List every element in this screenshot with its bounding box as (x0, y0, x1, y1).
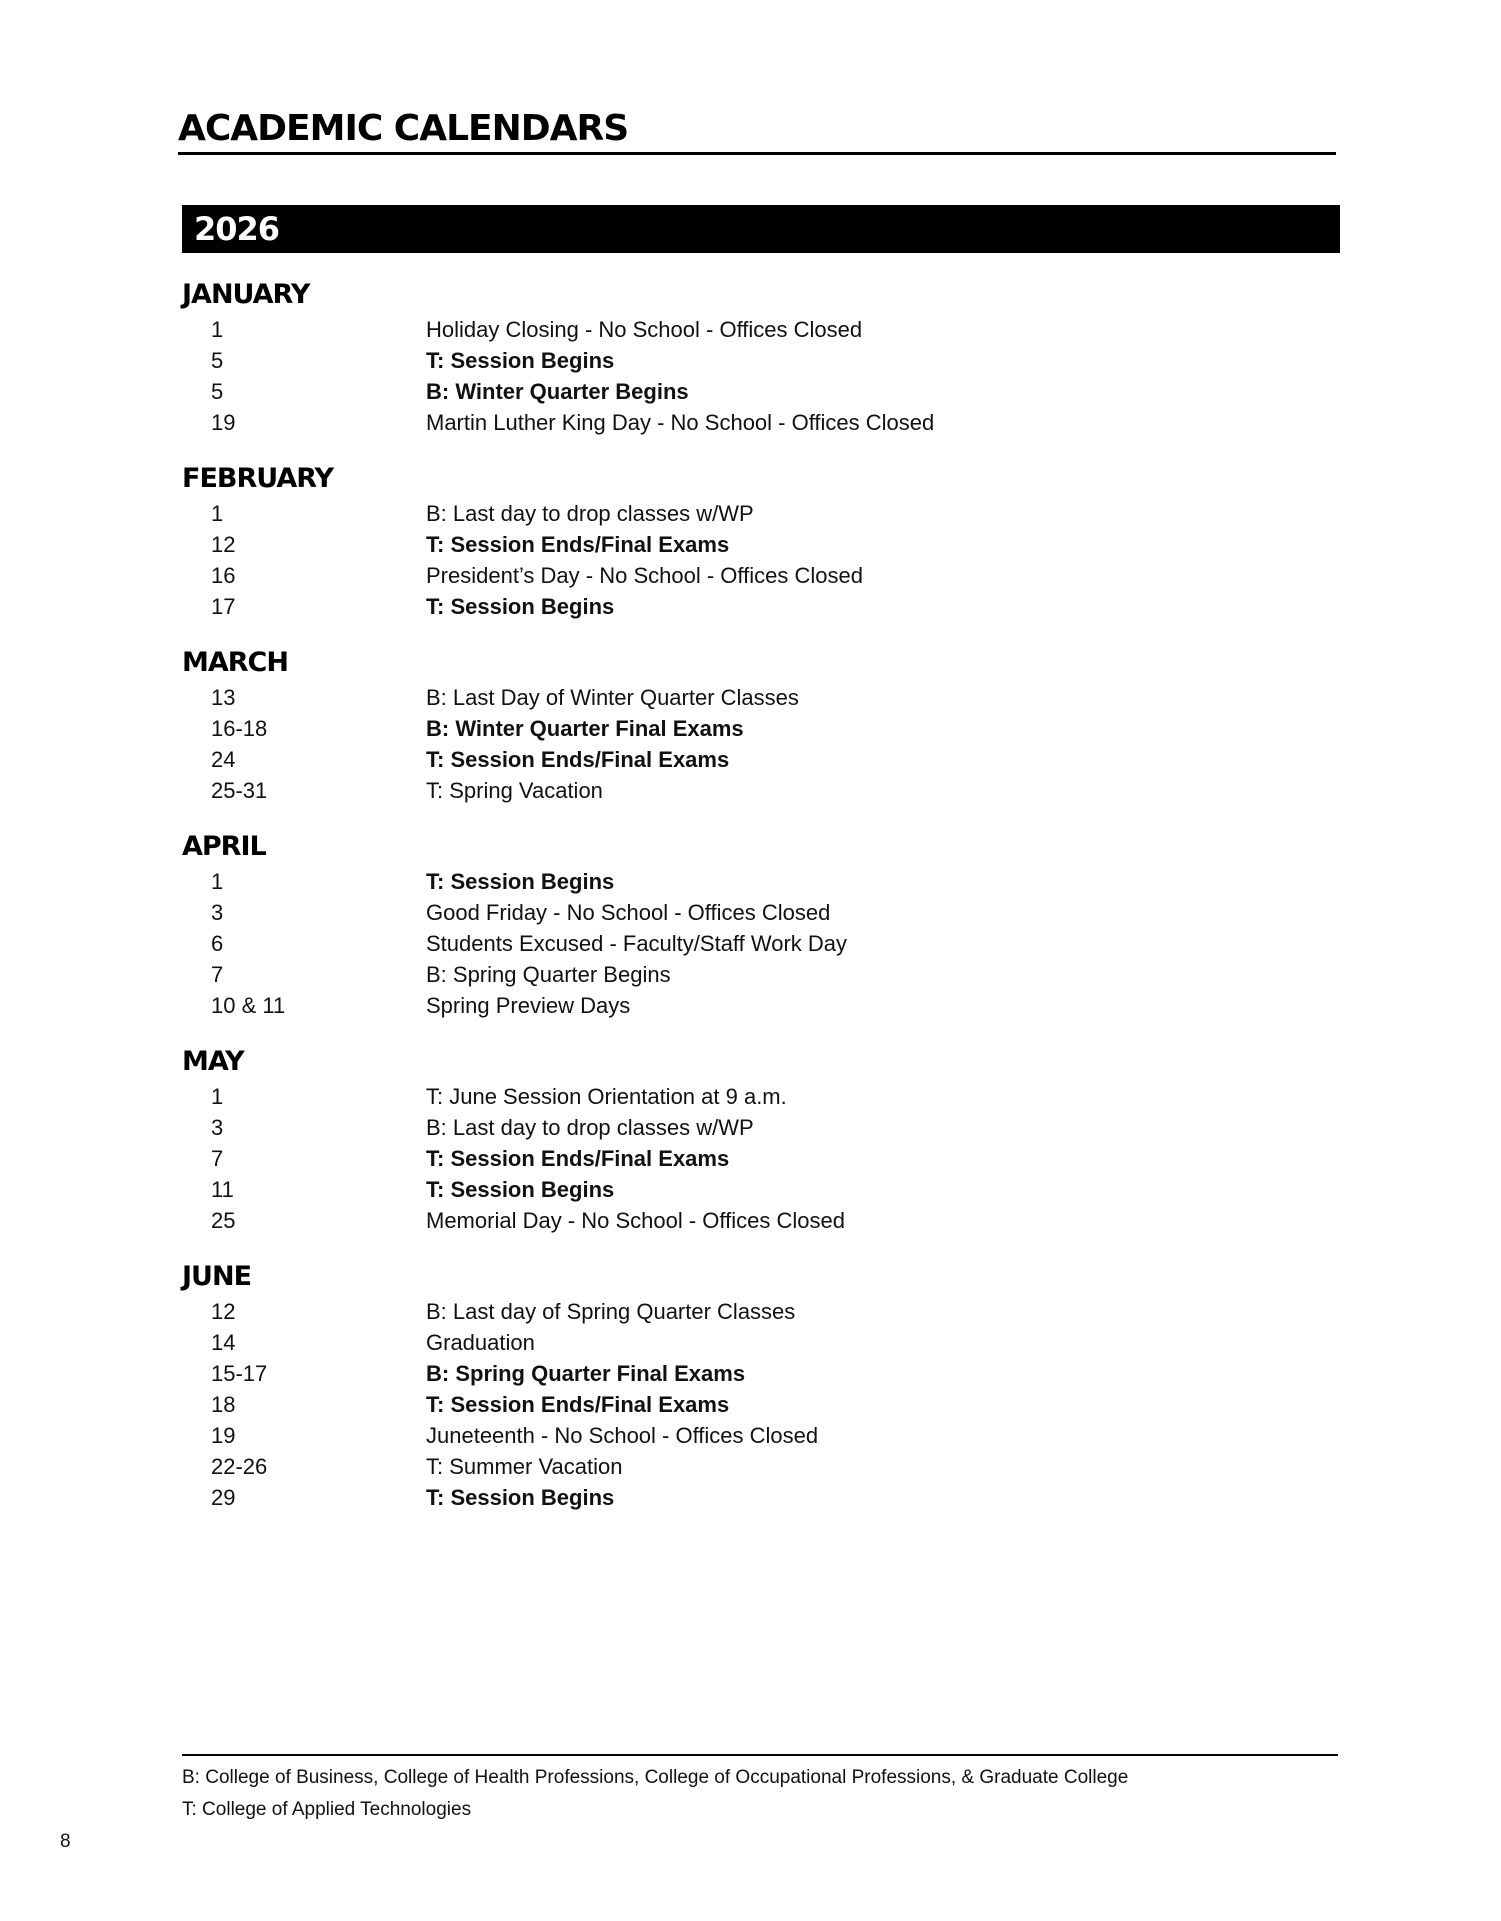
event-row (182, 1174, 1332, 1205)
event-description: B: Spring Quarter Begins (426, 962, 671, 987)
month-section-april (182, 828, 1332, 1021)
event-description: B: Last day to drop classes w/WP (426, 501, 754, 526)
event-description: President’s Day - No School - Offices Closed (426, 563, 863, 588)
event-row (182, 713, 1332, 744)
event-row (182, 1112, 1332, 1143)
event-row (182, 529, 1332, 560)
event-date: 1 (211, 317, 224, 342)
event-description: T: Session Begins (426, 348, 615, 373)
month-section-march (182, 644, 1332, 806)
event-date: 11 (211, 1177, 234, 1202)
event-date: 19 (211, 410, 236, 435)
event-row (182, 1358, 1332, 1389)
event-row (182, 591, 1332, 622)
event-date: 10 & 11 (211, 993, 286, 1018)
event-row (182, 775, 1332, 806)
event-date: 14 (211, 1330, 236, 1355)
page-number: 8 (60, 1831, 71, 1852)
event-row (182, 1451, 1332, 1482)
event-row (182, 990, 1332, 1021)
event-date: 25 (211, 1208, 236, 1233)
event-date: 29 (211, 1485, 236, 1510)
month-section-may (182, 1043, 1332, 1236)
event-row (182, 1081, 1332, 1112)
event-description: B: Last Day of Winter Quarter Classes (426, 685, 799, 710)
event-row (182, 1296, 1332, 1327)
event-date: 16-18 (211, 716, 268, 741)
event-description: T: Session Ends/Final Exams (426, 1392, 730, 1417)
month-heading: FEBRUARY (182, 463, 334, 494)
event-date: 22-26 (211, 1454, 268, 1479)
event-row (182, 376, 1332, 407)
event-date: 1 (211, 1084, 224, 1109)
event-row (182, 1389, 1332, 1420)
month-heading: MAY (182, 1046, 244, 1077)
event-row (182, 345, 1332, 376)
event-row (182, 897, 1332, 928)
event-description: T: June Session Orientation at 9 a.m. (426, 1084, 787, 1109)
event-row (182, 1327, 1332, 1358)
month-heading: MARCH (182, 647, 288, 678)
event-description: T: Session Begins (426, 1485, 615, 1510)
event-row (182, 407, 1332, 438)
event-date: 16 (211, 563, 236, 588)
event-description: Holiday Closing - No School - Offices Closed (426, 317, 863, 342)
event-description: T: Session Ends/Final Exams (426, 747, 730, 772)
event-date: 12 (211, 532, 236, 557)
event-date: 3 (211, 1115, 224, 1140)
event-description: T: Summer Vacation (426, 1454, 623, 1479)
event-description: T: Session Ends/Final Exams (426, 1146, 730, 1171)
event-date: 7 (211, 962, 224, 987)
event-description: Students Excused - Faculty/Staff Work Day (426, 931, 848, 956)
event-date: 5 (211, 379, 224, 404)
event-date: 17 (211, 594, 236, 619)
event-row (182, 560, 1332, 591)
event-description: Spring Preview Days (426, 993, 631, 1018)
event-description: Good Friday - No School - Offices Closed (426, 900, 831, 925)
event-description: B: Winter Quarter Final Exams (426, 716, 744, 741)
event-description: T: Session Begins (426, 594, 615, 619)
event-date: 12 (211, 1299, 236, 1324)
event-row (182, 1143, 1332, 1174)
event-date: 7 (211, 1146, 224, 1171)
year-banner: 2026 (182, 205, 1340, 253)
calendar-list (182, 276, 1332, 1535)
event-row (182, 1420, 1332, 1451)
footer-divider (182, 1754, 1338, 1756)
month-heading: APRIL (182, 831, 266, 862)
event-date: 15-17 (211, 1361, 268, 1386)
event-description: B: Last day to drop classes w/WP (426, 1115, 754, 1140)
event-date: 1 (211, 869, 224, 894)
event-row (182, 682, 1332, 713)
event-description: T: Session Begins (426, 1177, 615, 1202)
event-row (182, 498, 1332, 529)
footnote-b: B: College of Business, College of Health Professions, College of Occupational Professions, & Graduate College (182, 1767, 1129, 1788)
event-description: T: Session Begins (426, 869, 615, 894)
event-row (182, 928, 1332, 959)
event-description: Memorial Day - No School - Offices Closed (426, 1208, 845, 1233)
event-description: B: Winter Quarter Begins (426, 379, 689, 404)
event-date: 6 (211, 931, 224, 956)
month-section-february (182, 460, 1332, 622)
month-heading: JANUARY (182, 279, 310, 310)
event-description: T: Spring Vacation (426, 778, 603, 803)
event-description: T: Session Ends/Final Exams (426, 532, 730, 557)
month-heading: JUNE (182, 1261, 252, 1292)
event-date: 1 (211, 501, 224, 526)
event-description: B: Last day of Spring Quarter Classes (426, 1299, 796, 1324)
event-row (182, 959, 1332, 990)
event-description: Graduation (426, 1330, 535, 1355)
event-date: 13 (211, 685, 236, 710)
event-description: Juneteenth - No School - Offices Closed (426, 1423, 819, 1448)
event-date: 25-31 (211, 778, 268, 803)
month-section-june (182, 1258, 1332, 1513)
event-row (182, 314, 1332, 345)
event-date: 18 (211, 1392, 236, 1417)
page-title: ACADEMIC CALENDARS (178, 107, 1336, 155)
event-row (182, 744, 1332, 775)
event-row (182, 1205, 1332, 1236)
event-row (182, 1482, 1332, 1513)
event-row (182, 866, 1332, 897)
month-section-january (182, 276, 1332, 438)
event-description: Martin Luther King Day - No School - Offices Closed (426, 410, 935, 435)
event-date: 19 (211, 1423, 236, 1448)
event-date: 5 (211, 348, 224, 373)
event-description: B: Spring Quarter Final Exams (426, 1361, 746, 1386)
event-date: 3 (211, 900, 224, 925)
event-date: 24 (211, 747, 236, 772)
footnote-t: T: College of Applied Technologies (182, 1799, 472, 1820)
